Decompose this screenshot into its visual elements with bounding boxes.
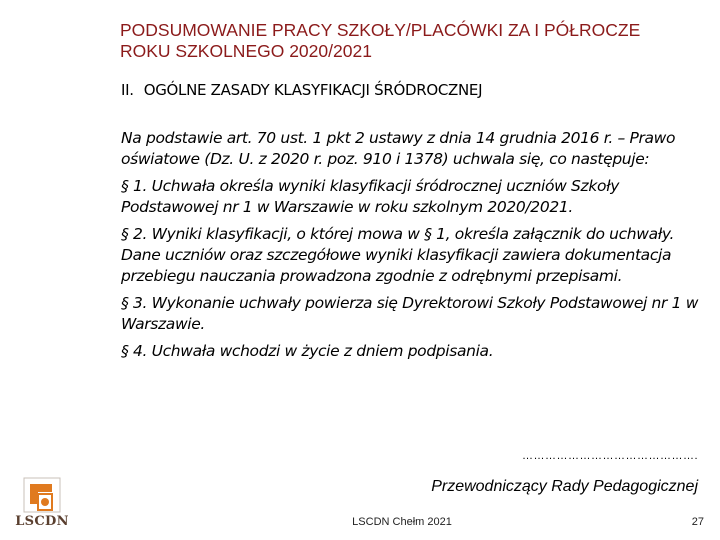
resolution-text	[121, 128, 706, 368]
signature-caption: Przewodniczący Rady Pedagogicznej	[431, 478, 698, 495]
logo-text: LSCDN	[15, 514, 69, 529]
section-heading	[121, 80, 482, 100]
section-title: OGÓLNE ZASADY KLASYFIKACJI ŚRÓDROCZNEJ	[143, 81, 483, 99]
paragraph-intro: Na podstawie art. 70 ust. 1 pkt 2 ustawy z dnia 14 grudnia 2016 r. – Prawo oświatowe (Dz. U. z 2020 r. poz. 910 i 1378) uchwala się, co następuje:	[121, 129, 676, 168]
footer	[0, 516, 720, 528]
page-number: 27	[691, 516, 704, 528]
slide-title: PODSUMOWANIE PRACY SZKOŁY/PLACÓWKI ZA I PÓŁROCZE ROKU SZKOLNEGO 2020/2021	[120, 20, 641, 61]
paragraph-2: § 2. Wyniki klasyfikacji, o której mowa w § 1, określa załącznik do uchwały. Dane uczniów oraz szczegółowe wyniki klasyfikacji zawiera dokumentacja przebiegu nauczania prowadzona zgodnie z odrębnymi przepisami.	[121, 225, 675, 285]
footer-text: LSCDN Chełm 2021	[352, 516, 452, 528]
section-number: II.	[121, 81, 134, 99]
signature-line: ……………………………………….	[521, 450, 698, 462]
paragraph-3: § 3. Wykonanie uchwały powierza się Dyrektorowi Szkoły Podstawowej nr 1 w Warszawie.	[121, 294, 699, 333]
paragraph-1: § 1. Uchwała określa wyniki klasyfikacji śródrocznej uczniów Szkoły Podstawowej nr 1 w Warszawie w roku szkolnym 2020/2021.	[121, 177, 620, 216]
lscdn-logo-icon	[12, 476, 72, 514]
paragraph-4: § 4. Uchwała wchodzi w życie z dniem podpisania.	[121, 342, 494, 360]
